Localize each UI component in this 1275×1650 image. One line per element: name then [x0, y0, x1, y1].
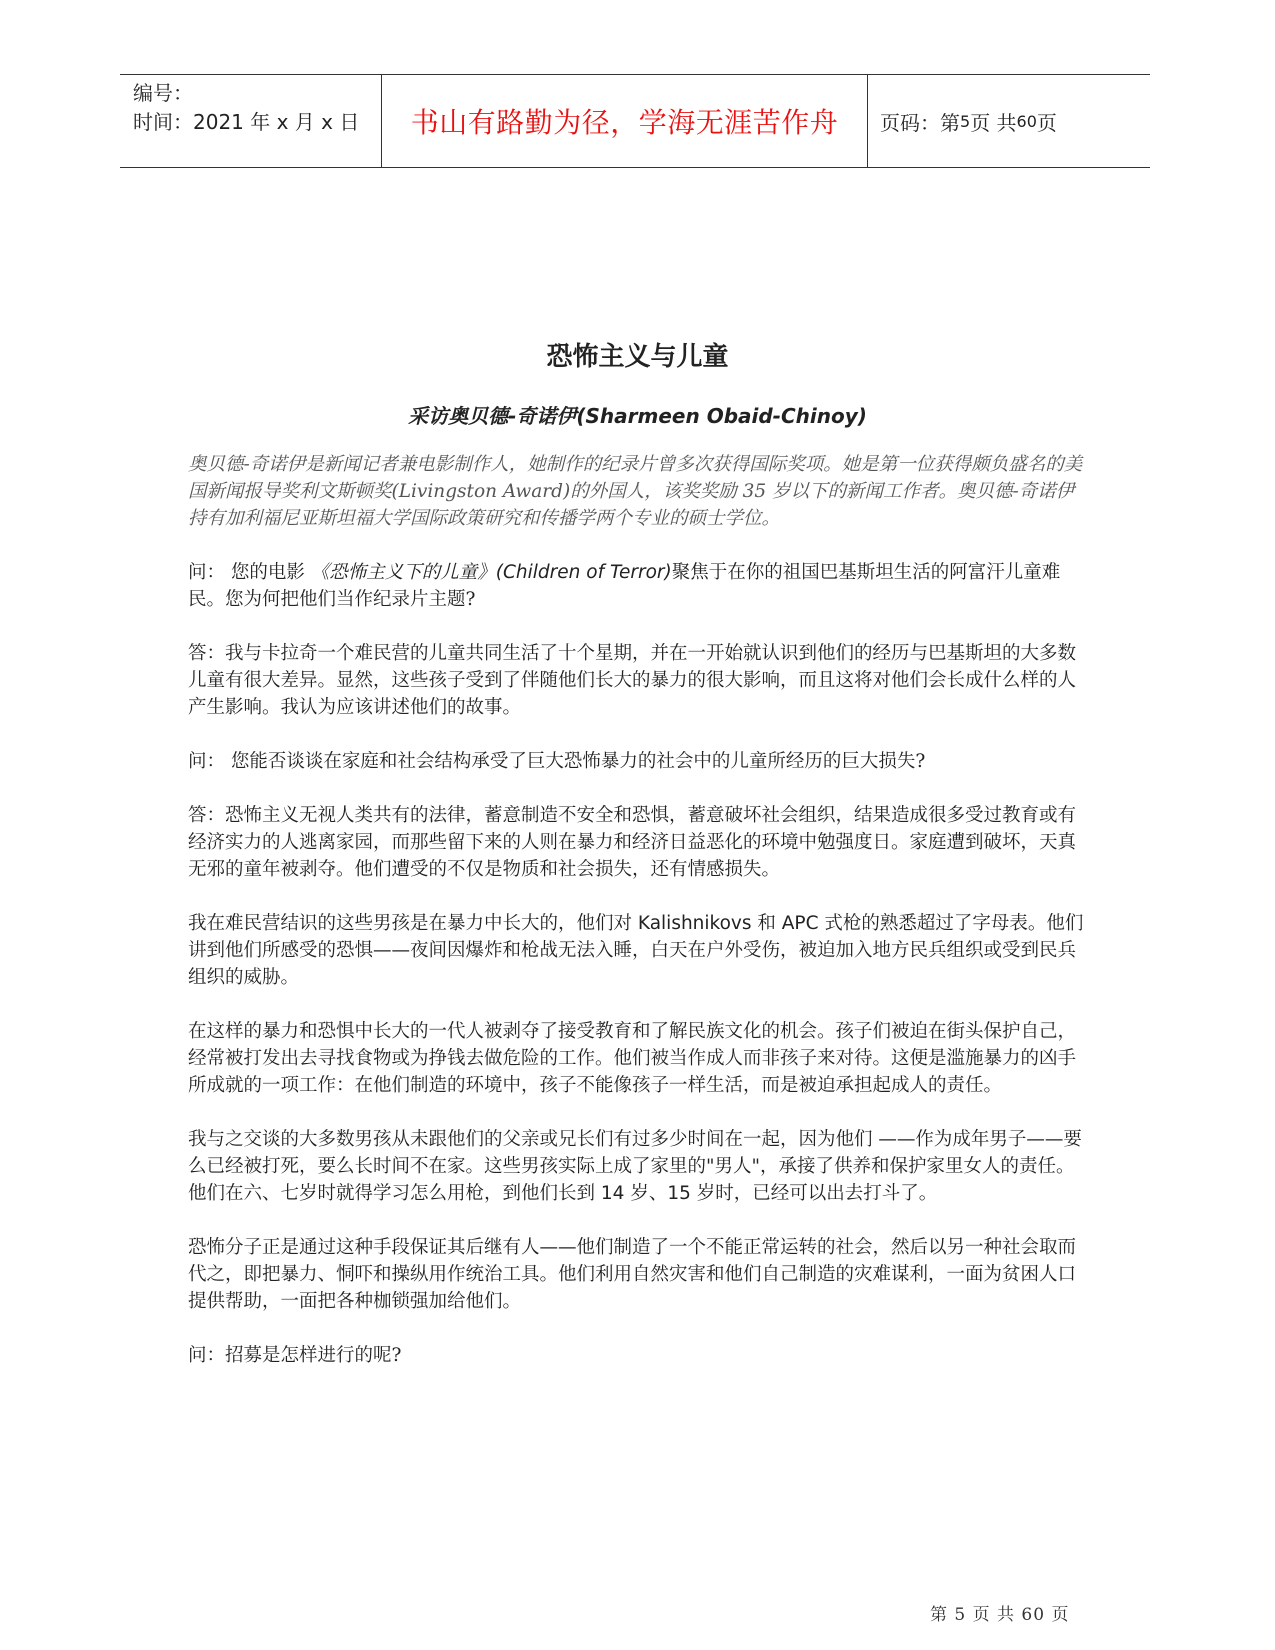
p3-part-c: 和 [751, 913, 782, 934]
p5-age-15: 15 [667, 1183, 691, 1204]
question-2: 问： 您能否谈谈在家庭和社会结构承受了巨大恐怖暴力的社会中的儿童所经历的巨大损失? [188, 751, 926, 772]
paragraph-4: 在这样的暴力和恐惧中长大的一代人被剥夺了接受教育和了解民族文化的机会。孩子们被迫在街头保护自己，经常被打发出去寻找食物或为挣钱去做危险的工作。他们被当作成人而非孩子来对待。这便是滥施暴力的凶手所成就的一项工作：在他们制造的环境中，孩子不能像孩子一样生活，而是被迫承担起成人的责任。 [188, 1021, 1077, 1096]
header-motto [382, 75, 868, 167]
film-title-english: (Children of Terror) [495, 562, 672, 583]
article-subtitle: 采访奥贝德-奇诺伊(Sharmeen Obaid-Chinoy) [408, 404, 867, 428]
p5-part-a: 我与之交谈的大多数男孩从未跟他们的父亲或兄长们有过多少时间在一起，因为他们 ——作为成年男子——要么已经被打死，要么长时间不在家。这些男孩实际上成了家里的"男人"，承接了供养和保护家里女人的责任。他们在六、七岁时就得学习怎么用枪，到他们长到 [188, 1129, 1082, 1204]
answer-1: 答：我与卡拉奇一个难民营的儿童共同生活了十个星期，并在一开始就认识到他们的经历与巴基斯坦的大多数儿童有很大差异。显然，这些孩子受到了伴随他们长大的暴力的很大影响，而且这将对他们会长成什么样的人产生影响。我认为应该讲述他们的故事。 [188, 643, 1077, 718]
question-3: 问：招募是怎样进行的呢? [188, 1345, 402, 1366]
paragraph-5 [188, 1126, 1088, 1207]
number-label: 编号： [133, 81, 193, 105]
p5-age-14: 14 [600, 1183, 625, 1204]
paragraph-6: 恐怖分子正是通过这种手段保证其后继有人——他们制造了一个不能正常运转的社会，然后以另一种社会取而代之，即把暴力、恫吓和操纵用作统治工具。他们利用自然灾害和他们自己制造的灾难谋利，一面为贫困人口提供帮助，一面把各种枷锁强加给他们。 [188, 1237, 1077, 1312]
header-meta [120, 75, 382, 167]
page-mid: 页 共 [970, 110, 1017, 135]
page-header [120, 74, 1150, 168]
question-1 [188, 559, 1088, 613]
film-title: 《恐怖主义下的儿童》 [310, 562, 496, 583]
paragraph-3 [188, 910, 1088, 991]
p3-kalishnikovs: Kalishnikovs [637, 913, 752, 934]
answer-2: 答：恐怖主义无视人类共有的法律，蓄意制造不安全和恐惧，蓄意破坏社会组织，结果造成很多受过教育或有经济实力的人逃离家园，而那些留下来的人则在暴力和经济日益恶化的环境中勉强度日。家庭遭到破坏，天真无邪的童年被剥夺。他们遭受的不仅是物质和社会损失，还有情感损失。 [188, 805, 1077, 880]
page-number: 5 [960, 111, 971, 131]
p5-part-c: 岁、 [624, 1183, 668, 1204]
page-footer: 第 5 页 共 60 页 [930, 1605, 1070, 1625]
intro-paragraph: 奥贝德-奇诺伊是新闻记者兼电影制作人，她制作的纪录片曾多次获得国际奖项。她是第一位获得颇负盛名的美国新闻报导奖利文斯顿奖(Livingston Award)的外国人，该奖奖励 35 岁以下的新闻工作者。奥贝德-奇诺伊持有加利福尼亚斯坦福大学国际政策研究和传播学两个专业的硕士学位。 [188, 454, 1083, 529]
header-page-info [868, 75, 1150, 167]
question-1-rest: 聚焦于在你的祖国巴基斯坦生活的阿富汗儿童难民。您为何把他们当作纪录片主题? [188, 562, 1061, 610]
date-label: 时间：2021 年 x 月 x 日 [133, 110, 360, 134]
question-1-prefix: 问： 您的电影 [188, 562, 311, 583]
p5-part-e: 岁时，已经可以出去打斗了。 [690, 1183, 938, 1204]
page-total: 60 [1016, 111, 1037, 131]
p3-apc: APC [781, 913, 819, 934]
motto-text: 书山有路勤为径，学海无涯苦作舟 [410, 106, 839, 139]
p3-part-a: 我在难民营结识的这些男孩是在暴力中长大的，他们对 [188, 913, 638, 934]
page-prefix: 页码：第 [880, 110, 960, 135]
article-title: 恐怖主义与儿童 [546, 342, 729, 372]
p3-part-e: 式枪的熟悉超过了字母表。他们讲到他们所感受的恐惧——夜间因爆炸和枪战无法入睡，白天在户外受伤，被迫加入地方民兵组织或受到民兵组织的威胁。 [188, 913, 1084, 988]
article-body [188, 451, 1088, 1396]
page-suffix: 页 [1036, 110, 1057, 135]
